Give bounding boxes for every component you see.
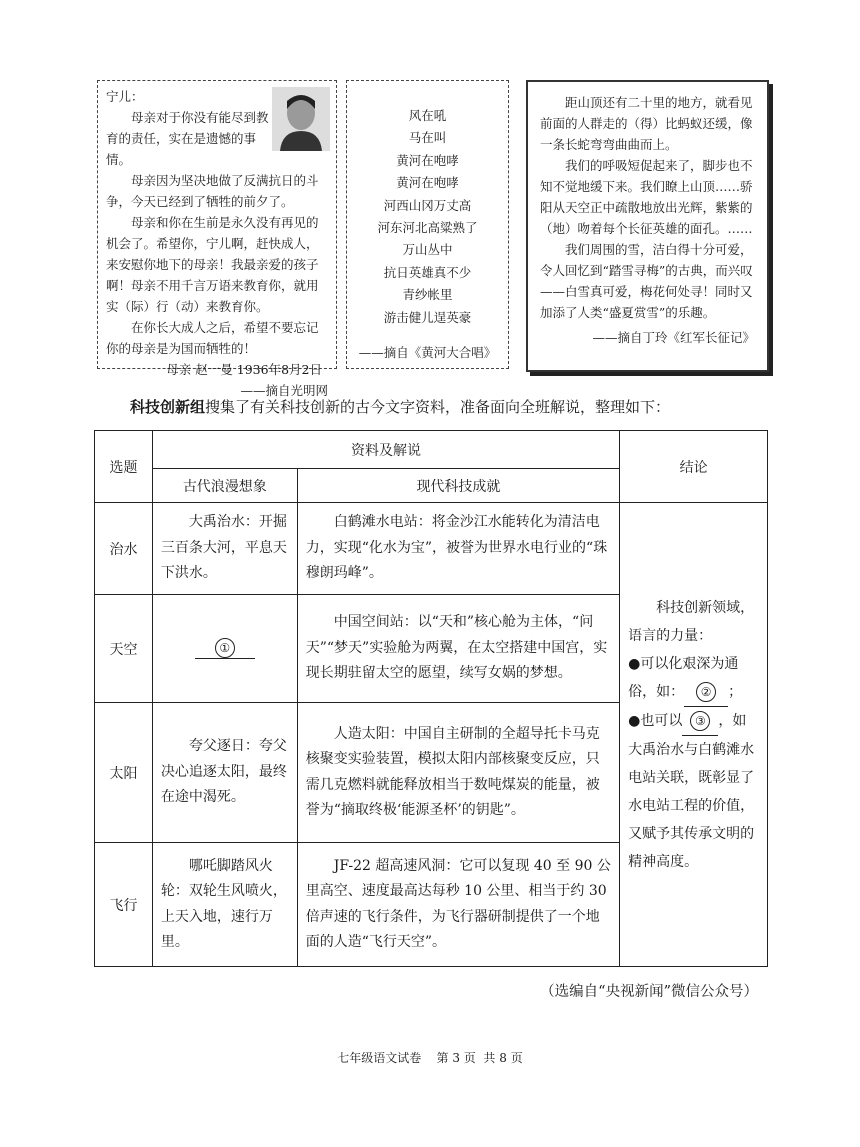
header-ancient: 古代浪漫想象 xyxy=(152,469,297,503)
header-modern: 现代科技成就 xyxy=(297,469,619,503)
poem-line: 黄河在咆哮 xyxy=(396,175,459,191)
conclusion-bullet-1: ●可以化艰深为通俗，如： ② ； xyxy=(628,650,759,707)
table-row xyxy=(95,503,768,595)
blank-1[interactable]: ① xyxy=(195,638,255,659)
section-intro xyxy=(130,396,770,417)
poem-line: 黄河在咆哮 xyxy=(396,152,459,168)
letter-greeting: 宁儿： xyxy=(106,89,144,104)
conclusion-text xyxy=(620,590,767,880)
row-ancient: 大禹治水：开掘三百条大河，平息天下洪水。 xyxy=(160,514,287,582)
letter-source: ——摘自光明网 xyxy=(240,383,328,398)
intro-text: 搜集了有关科技创新的古今文字资料，准备面向全班解说，整理如下： xyxy=(205,398,671,416)
header-material: 资料及解说 xyxy=(152,431,619,469)
conclusion-intro: 科技创新领域，语言的力量： xyxy=(628,599,755,644)
header-topic: 选题 xyxy=(95,431,153,503)
letter-excerpt xyxy=(97,80,337,398)
journal-excerpt xyxy=(526,80,769,372)
letter-signature: 母亲 赵一曼 1936年8月2日 xyxy=(166,362,322,377)
journal-paragraph: 我们周围的雪，洁白得十分可爱，令人回忆到“踏雪寻梅”的古典，而兴叹——白雪真可爱，梅花何处寻！同时又加添了人类“盛夏赏雪”的乐趣。 xyxy=(540,242,753,320)
poem-source: ——摘自《黄河大合唱》 xyxy=(358,345,497,360)
row-topic: 太阳 xyxy=(95,703,153,843)
portrait-photo xyxy=(272,87,330,151)
journal-paragraph: 距山顶还有二十里的地方，就看见前面的人群走的（得）比蚂蚁还缓，像一条长蛇弯弯曲曲而上。 xyxy=(540,95,753,152)
row-ancient: 哪吒脚踏风火轮：双轮生风喷火，上天入地，速行万里。 xyxy=(160,857,287,950)
journal-paragraph: 我们的呼吸短促起来了，脚步也不知不觉地缓下来。我们瞭上山顶……骄阳从天空正中疏散地放出光辉，紫紫的（地）吻着每个长征英雄的面孔。…… xyxy=(540,158,753,236)
row-modern: JF-22 超高速风洞：它可以复现 40 至 90 公里高空、速度最高达每秒 10 公里、相当于约 30 倍声速的飞行条件，为飞行器研制提供了一个地面的人造“飞行天空”。 xyxy=(305,857,611,950)
row-modern: 白鹤滩水电站：将金沙江水能转化为清洁电力，实现“化水为宝”，被誉为世界水电行业的“珠穆朗玛峰”。 xyxy=(305,514,608,582)
group-name: 科技创新组 xyxy=(130,398,206,416)
poem-line: 河西山冈万丈高 xyxy=(383,197,472,213)
blank-3[interactable]: ③ xyxy=(682,707,718,736)
journal-source: ——摘自丁玲《红军长征记》 xyxy=(592,330,755,345)
poem-line: 抗日英雄真不少 xyxy=(383,264,472,280)
poem-excerpt xyxy=(346,80,509,369)
source-note: （选编自“央视新闻”微信公众号） xyxy=(540,984,758,1000)
materials-table xyxy=(94,430,768,967)
row-modern: 中国空间站：以“天和”核心舱为主体，“问天”“梦天”实验舱为两翼，在太空搭建中国宫，实现长期驻留太空的愿望，续写女娲的梦想。 xyxy=(305,614,608,682)
letter-paragraph: 母亲和你在生前是永久没有再见的机会了。希望你，宁儿啊，赶快成人，来安慰你地下的母亲！我最亲爱的孩子啊！母亲不用千言万语来教育你，就用实（际）行（动）来教育你。 xyxy=(106,215,319,314)
letter-paragraph: 母亲对于你没有能尽到教育的责任，实在是遗憾的事情。 xyxy=(106,110,269,167)
poem-line: 青纱帐里 xyxy=(402,287,453,303)
poem-line: 风在吼 xyxy=(408,108,447,123)
page-footer: 七年级语文试卷 第 3 页 共 8 页 xyxy=(337,1051,523,1065)
poem-line: 河东河北高粱熟了 xyxy=(377,220,478,236)
row-modern: 人造太阳：中国自主研制的全超导托卡马克核聚变实验装置，模拟太阳内部核聚变反应，只需几克燃料就能释放相当于数吨煤炭的能量，被誉为“摘取终极‘能源圣杯’的钥匙”。 xyxy=(305,725,600,818)
blank-2[interactable]: ② xyxy=(684,678,728,707)
header-conclusion: 结论 xyxy=(620,431,768,503)
row-topic: 天空 xyxy=(95,595,153,703)
poem-line: 游击健儿逞英豪 xyxy=(383,309,472,325)
poem-line: 马在叫 xyxy=(408,130,447,146)
letter-paragraph: 在你长大成人之后，希望不要忘记你的母亲是为国而牺牲的！ xyxy=(106,320,319,356)
letter-paragraph: 母亲因为坚决地做了反满抗日的斗争，今天已经到了牺牲的前夕了。 xyxy=(106,173,319,209)
conclusion-bullet-2: ●也可以 ③ ，如大禹治水与白鹤滩水电站关联，既彰显了水电站工程的价值，又赋予其传承文明的精神高度。 xyxy=(628,707,759,876)
poem-line: 万山丛中 xyxy=(402,242,453,258)
row-topic: 飞行 xyxy=(95,843,153,967)
row-ancient: 夸父逐日：夸父决心追逐太阳，最终在途中渴死。 xyxy=(160,738,287,806)
row-topic: 治水 xyxy=(95,503,153,595)
